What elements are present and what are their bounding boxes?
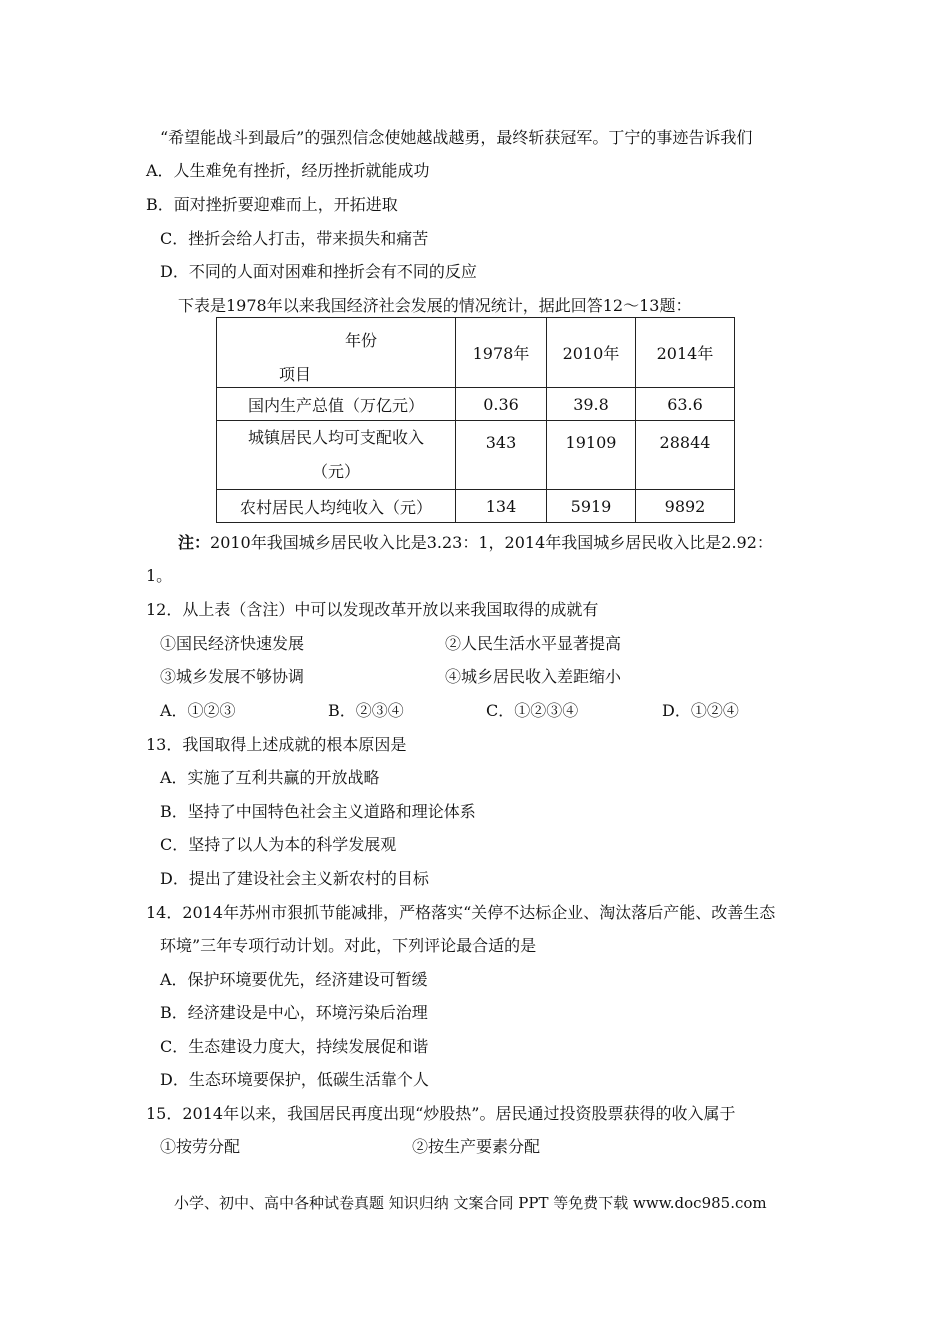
q11-option-a: A．人生难免有挫折，经历挫折就能成功 bbox=[146, 161, 430, 180]
row-label-urban-income bbox=[217, 421, 456, 490]
table-row bbox=[217, 421, 735, 490]
cell-value: 63.6 bbox=[636, 388, 735, 421]
page-footer: 小学、初中、高中各种试卷真题 知识归纳 文案合同 PPT 等免费下载 www.doc985.com bbox=[174, 1194, 767, 1212]
q15-item-2: ②按生产要素分配 bbox=[412, 1137, 541, 1156]
q14-stem-line-1: 14．2014年苏州市狠抓节能减排，严格落实“关停不达标企业、淘汰落后产能、改善生态 bbox=[146, 903, 776, 922]
table-header-row bbox=[217, 318, 735, 388]
header-year-2014: 2014年 bbox=[636, 318, 735, 388]
q14-option-c: C．生态建设力度大，持续发展促和谐 bbox=[160, 1037, 429, 1056]
header-year-label: 年份 bbox=[345, 331, 378, 350]
q11-option-b: B．面对挫折要迎难而上，开拓进取 bbox=[146, 195, 398, 214]
q12-item-4: ④城乡居民收入差距缩小 bbox=[445, 667, 622, 686]
cell-value: 19109 bbox=[547, 421, 636, 490]
table-row bbox=[217, 490, 735, 523]
q12-option-d: D．①②④ bbox=[662, 701, 739, 720]
q15-stem: 15．2014年以来，我国居民再度出现“炒股热”。居民通过投资股票获得的收入属于 bbox=[146, 1104, 736, 1123]
cell-value: 39.8 bbox=[547, 388, 636, 421]
table-header-corner bbox=[217, 318, 456, 388]
q12-item-3: ③城乡发展不够协调 bbox=[160, 667, 305, 686]
q13-option-c: C．坚持了以人为本的科学发展观 bbox=[160, 835, 397, 854]
q12-item-1: ①国民经济快速发展 bbox=[160, 634, 305, 653]
cell-value: 5919 bbox=[547, 490, 636, 523]
note-continuation: 1。 bbox=[146, 566, 173, 585]
q12-stem: 12．从上表（含注）中可以发现改革开放以来我国取得的成就有 bbox=[146, 600, 599, 619]
row-label-line-1: 城镇居民人均可支配收入 bbox=[247, 428, 424, 447]
q11-option-d: D．不同的人面对困难和挫折会有不同的反应 bbox=[160, 262, 477, 281]
cell-value: 28844 bbox=[636, 421, 735, 490]
q12-option-b: B．②③④ bbox=[328, 701, 404, 720]
table-intro: 下表是1978年以来我国经济社会发展的情况统计，据此回答12～13题： bbox=[178, 296, 692, 315]
q12-option-c: C．①②③④ bbox=[486, 701, 579, 720]
q14-option-b: B．经济建设是中心，环境污染后治理 bbox=[160, 1003, 428, 1022]
q15-item-1: ①按劳分配 bbox=[160, 1137, 241, 1156]
row-label-rural-income: 农村居民人均纯收入（元） bbox=[217, 490, 456, 523]
stats-table bbox=[216, 317, 735, 523]
row-label-line-2: （元） bbox=[311, 462, 360, 481]
q14-option-d: D．生态环境要保护，低碳生活靠个人 bbox=[160, 1070, 429, 1089]
q12-item-2: ②人民生活水平显著提高 bbox=[445, 634, 622, 653]
q14-option-a: A．保护环境要优先，经济建设可暂缓 bbox=[160, 970, 428, 989]
header-year-1978: 1978年 bbox=[456, 318, 547, 388]
q14-stem-line-2: 环境”三年专项行动计划。对此，下列评论最合适的是 bbox=[160, 936, 537, 955]
header-item-label: 项目 bbox=[279, 365, 312, 384]
cell-value: 343 bbox=[456, 421, 547, 490]
q13-option-a: A．实施了互利共赢的开放战略 bbox=[160, 768, 380, 787]
table-row bbox=[217, 388, 735, 421]
row-label-gdp: 国内生产总值（万亿元） bbox=[217, 388, 456, 421]
q13-option-d: D．提出了建设社会主义新农村的目标 bbox=[160, 869, 429, 888]
q11-option-c: C．挫折会给人打击，带来损失和痛苦 bbox=[160, 229, 429, 248]
cell-value: 9892 bbox=[636, 490, 735, 523]
note-text: 2010年我国城乡居民收入比是3.23：1，2014年我国城乡居民收入比是2.92： bbox=[210, 533, 773, 552]
q11-stem-tail: “希望能战斗到最后”的强烈信念使她越战越勇，最终斩获冠军。丁宁的事迹告诉我们 bbox=[160, 128, 753, 147]
note-label: 注： bbox=[178, 533, 211, 552]
cell-value: 134 bbox=[456, 490, 547, 523]
q12-option-a: A．①②③ bbox=[160, 701, 236, 720]
cell-value: 0.36 bbox=[456, 388, 547, 421]
q13-option-b: B．坚持了中国特色社会主义道路和理论体系 bbox=[160, 802, 476, 821]
table-note bbox=[178, 533, 773, 553]
header-year-2010: 2010年 bbox=[547, 318, 636, 388]
q13-stem: 13．我国取得上述成就的根本原因是 bbox=[146, 735, 407, 754]
